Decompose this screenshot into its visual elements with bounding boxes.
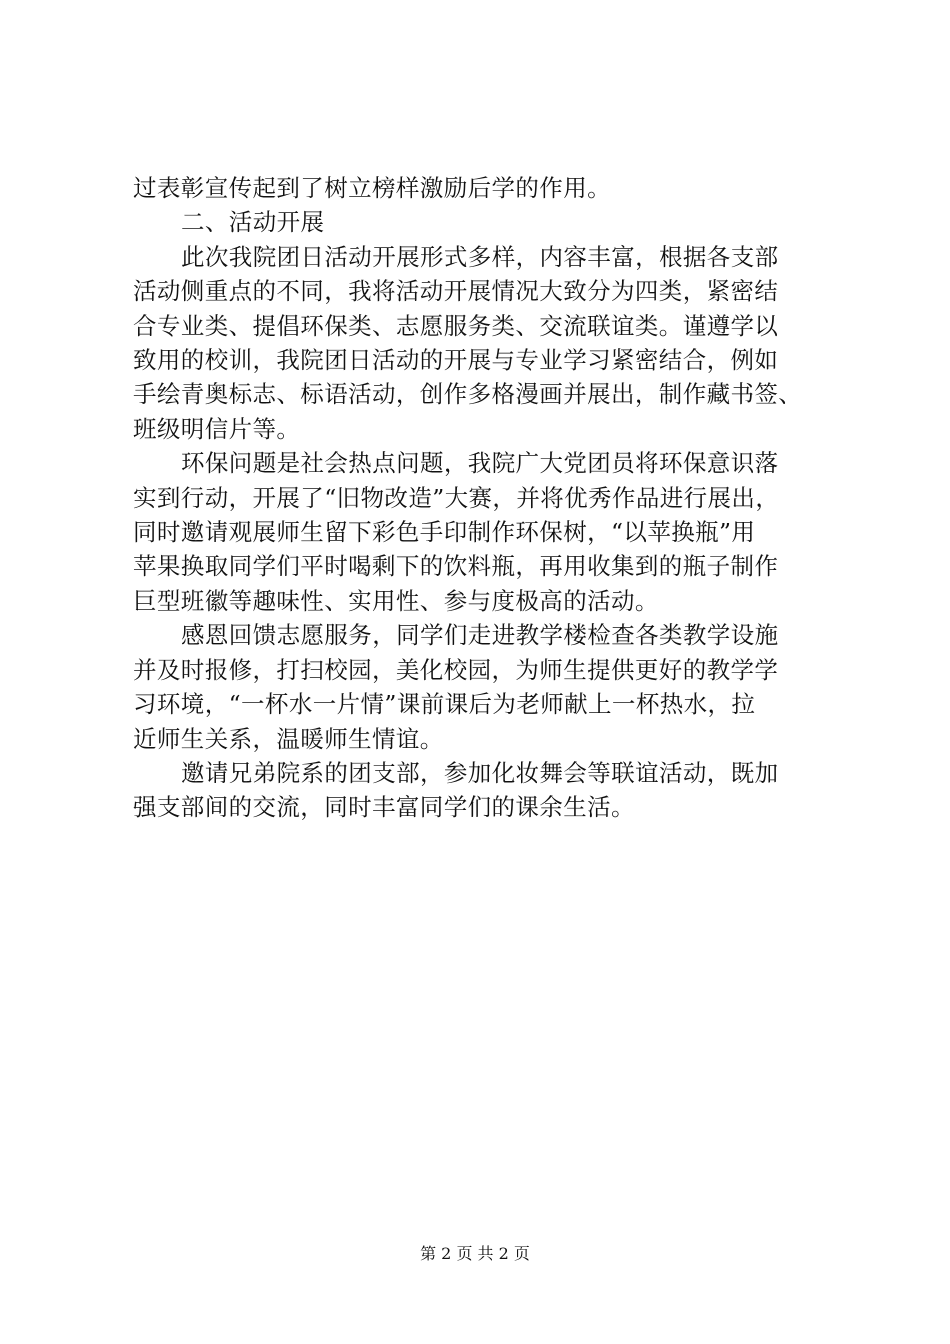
text-line: 习环境，“一杯水一片情”课前课后为老师献上一杯热水，拉 [133,690,756,719]
text-line: 班级明信片等。 [133,414,301,443]
page-number-label: 第 2 页 共 2 页 [420,1244,530,1263]
text-line: 手绘青奥标志、标语活动，创作多格漫画并展出，制作藏书签、 [133,380,803,409]
text-line: 巨型班徽等趣味性、实用性、参与度极高的活动。 [133,586,659,615]
text-line: 感恩回馈志愿服务，同学们走进教学楼检查各类教学设施 [181,621,779,650]
text-line: 强支部间的交流，同时丰富同学们的课余生活。 [133,793,635,822]
text-line: 致用的校训，我院团日活动的开展与专业学习紧密结合，例如 [133,346,779,375]
text-line: 合专业类、提倡环保类、志愿服务类、交流联谊类。谨遵学以 [133,311,779,340]
text-line: 邀请兄弟院系的团支部，参加化妆舞会等联谊活动，既加 [181,758,779,787]
text-line: 并及时报修，打扫校园，美化校园，为师生提供更好的教学学 [133,655,779,684]
page-footer [0,1244,950,1264]
text-line: 此次我院团日活动开展形式多样，内容丰富，根据各支部 [181,242,779,271]
text-line: 环保问题是社会热点问题，我院广大党团员将环保意识落 [181,449,779,478]
text-line: 同时邀请观展师生留下彩色手印制作环保树，“以苹换瓶”用 [133,518,756,547]
section-heading: 二、活动开展 [181,208,325,237]
text-line: 活动侧重点的不同，我将活动开展情况大致分为四类，紧密结 [133,277,779,306]
document-body [133,171,833,825]
text-line: 苹果换取同学们平时喝剩下的饮料瓶，再用收集到的瓶子制作 [133,552,779,581]
text-line: 过表彰宣传起到了树立榜样激励后学的作用。 [133,174,611,202]
text-line: 近师生关系，温暖师生情谊。 [133,724,444,753]
text-line: 实到行动，开展了“旧物改造”大赛，并将优秀作品进行展出， [133,483,780,512]
